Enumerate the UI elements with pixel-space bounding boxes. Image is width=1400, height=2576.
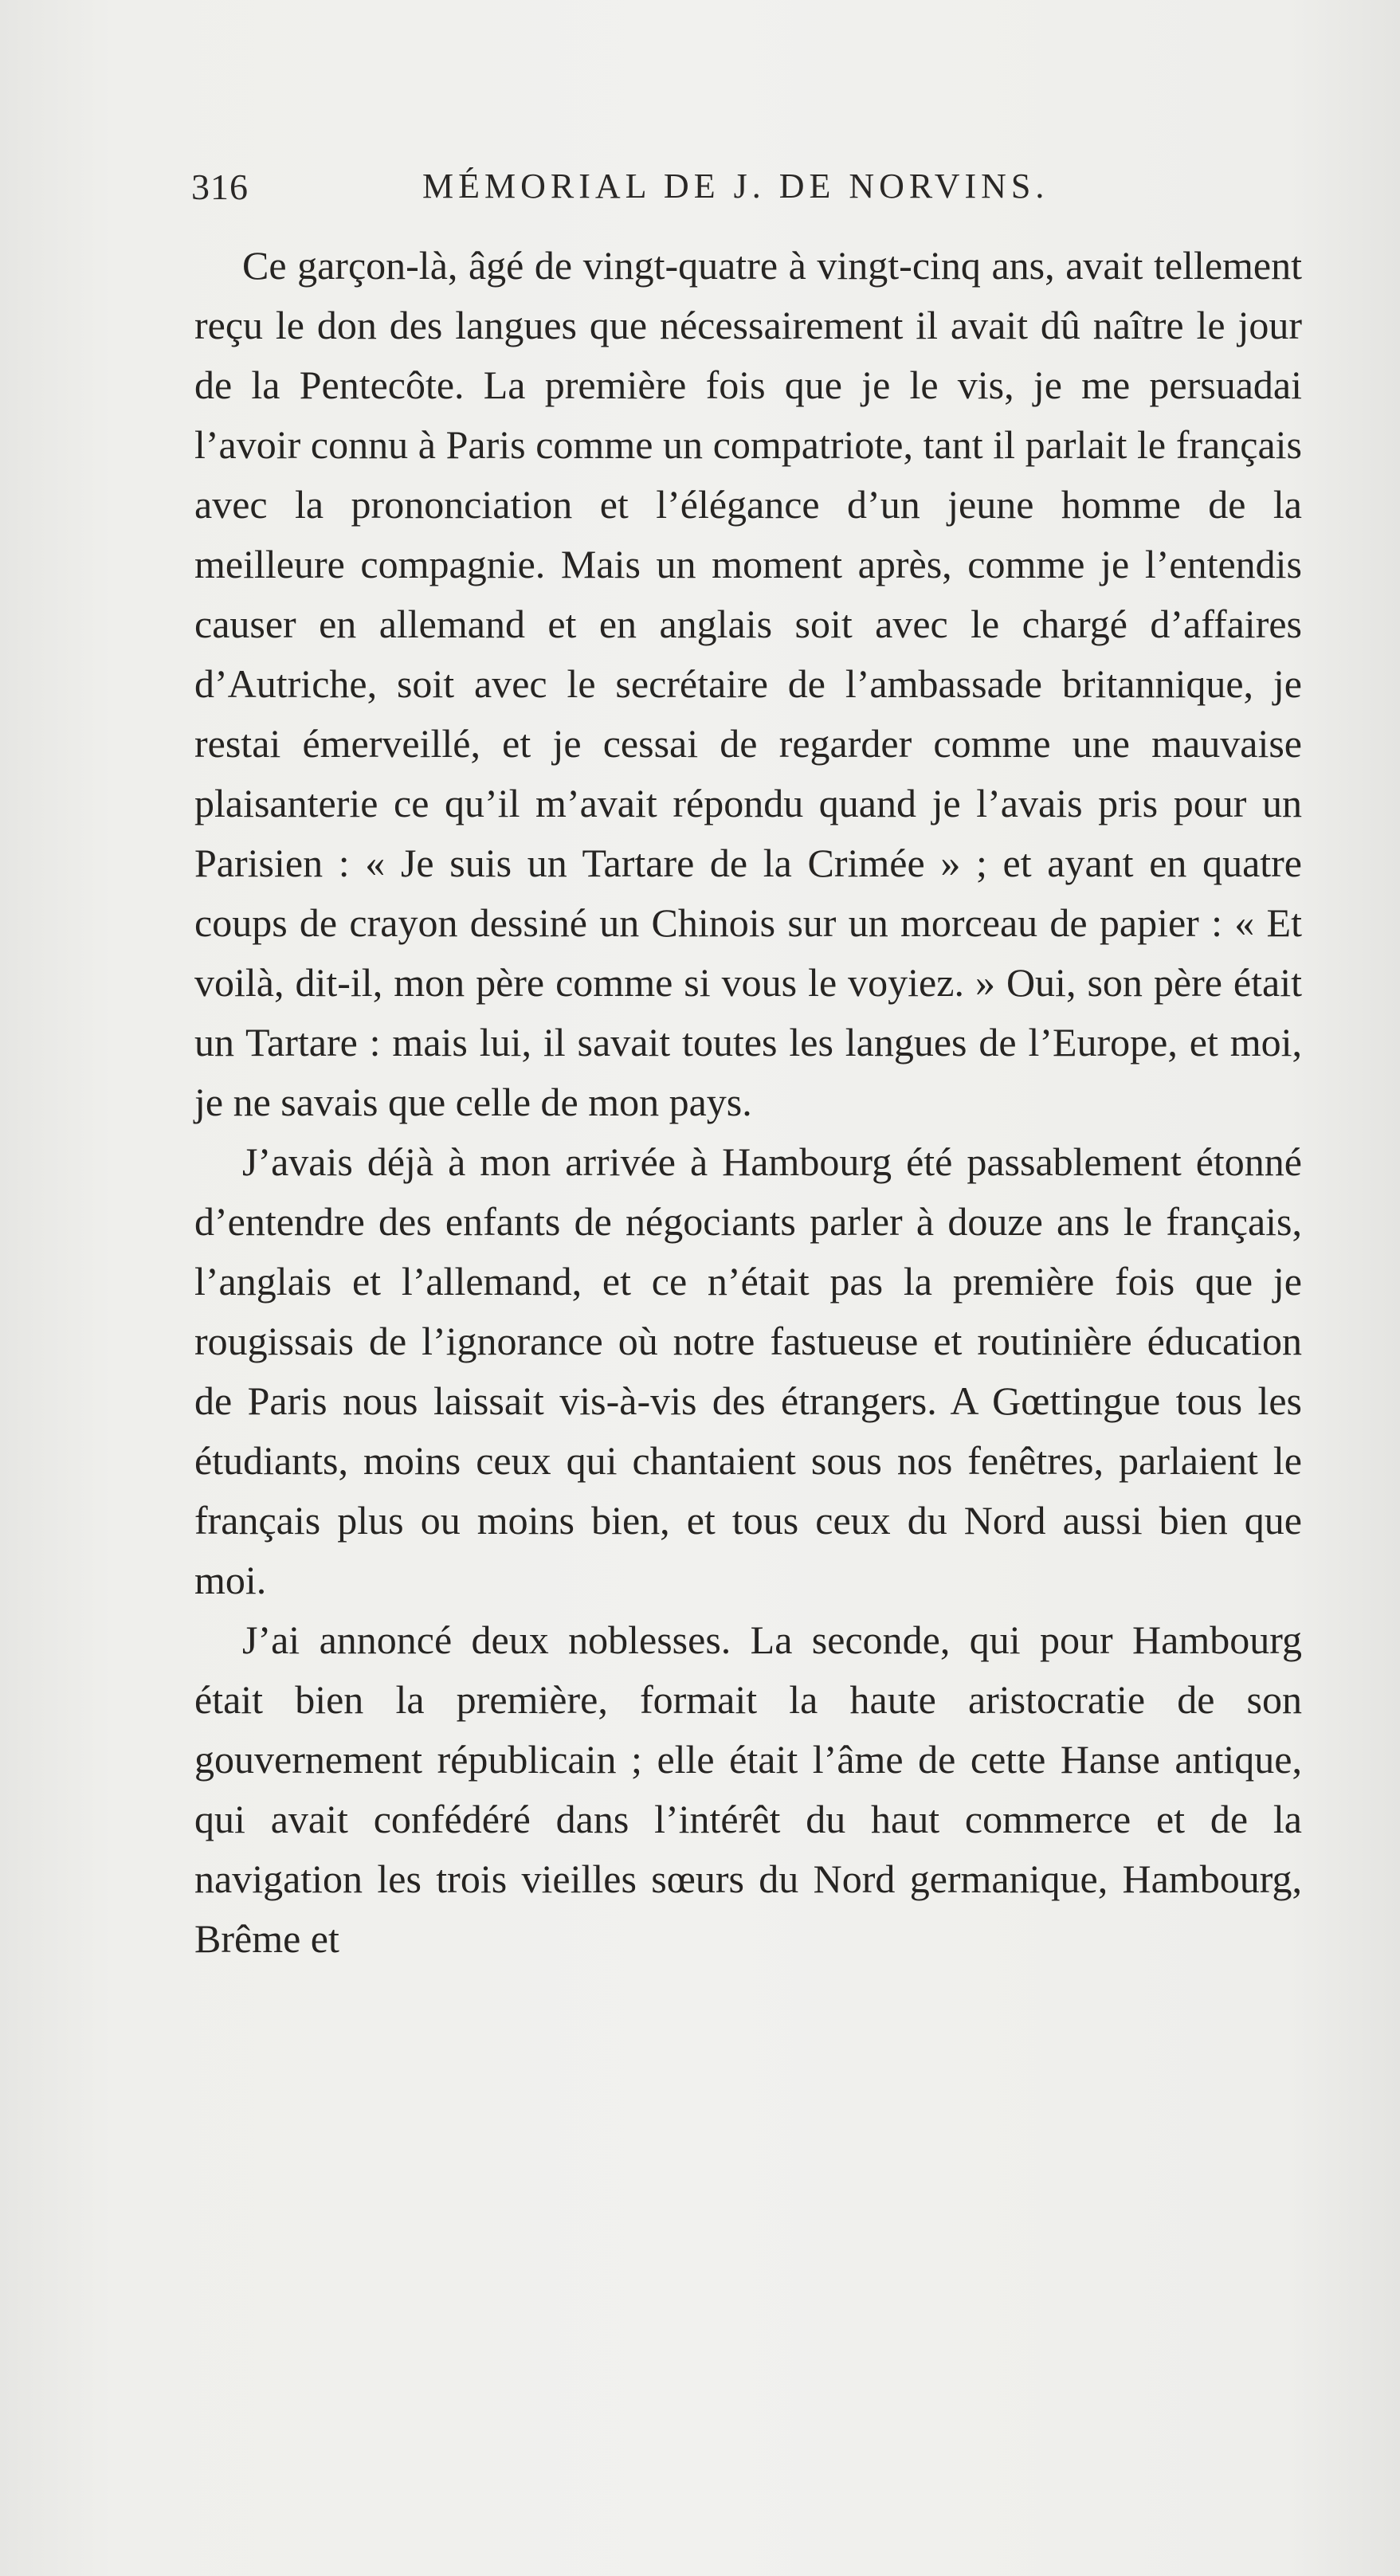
paragraph-1: Ce garçon-là, âgé de vingt-quatre à vingt-cinq ans, avait tellement reçu le don des langues que nécessairement il avait dû naître le jour de la Pentecôte. La première fois que je le vis, je me persuadai l’avoir connu à Paris comme un compatriote, tant il parlait le français avec la prononciation et l’élégance d’un jeune homme de la meilleure compagnie. Mais un moment après, comme je l’entendis causer en allemand et en anglais soit avec le chargé d’affaires d’Autriche, soit avec le secrétaire de l’ambassade britannique, je restai émerveillé, et je cessai de regarder comme une mauvaise plaisanterie ce qu’il m’avait répondu quand je l’avais pris pour un Parisien : « Je suis un Tartare de la Crimée » ; et ayant en quatre coups de crayon dessiné un Chinois sur un morceau de papier : « Et voilà, dit-il, mon père comme si vous le voyiez. » Oui, son père était un Tartare : mais lui, il savait toutes les langues de l’Europe, et moi, je ne savais que celle de mon pays.: [194, 243, 1302, 1124]
paragraph-3: J’ai annoncé deux noblesses. La seconde, qui pour Hambourg était bien la première, formait la haute aristocratie de son gouvernement républicain ; elle était l’âme de cette Hanse antique, qui avait confédéré dans l’intérêt du haut commerce et de la navigation les trois vieilles sœurs du Nord germanique, Hambourg, Brême et: [194, 1617, 1302, 1961]
running-title: MÉMORIAL DE J. DE NORVINS.: [422, 167, 1049, 206]
page-number: 316: [191, 167, 249, 207]
running-head: [191, 166, 1307, 214]
paragraph-2: J’avais déjà à mon arrivée à Hambourg été passablement étonné d’entendre des enfants de négociants parler à douze ans le français, l’anglais et l’allemand, et ce n’était pas la première fois que je rougissais de l’ignorance où notre fastueuse et routinière éducation de Paris nous laissait vis-à-vis des étrangers. A Gœttingue tous les étudiants, moins ceux qui chantaient sous nos fenêtres, parlaient le français plus ou moins bien, et tous ceux du Nord aussi bien que moi.: [194, 1139, 1302, 1602]
body-text: [194, 236, 1302, 1969]
